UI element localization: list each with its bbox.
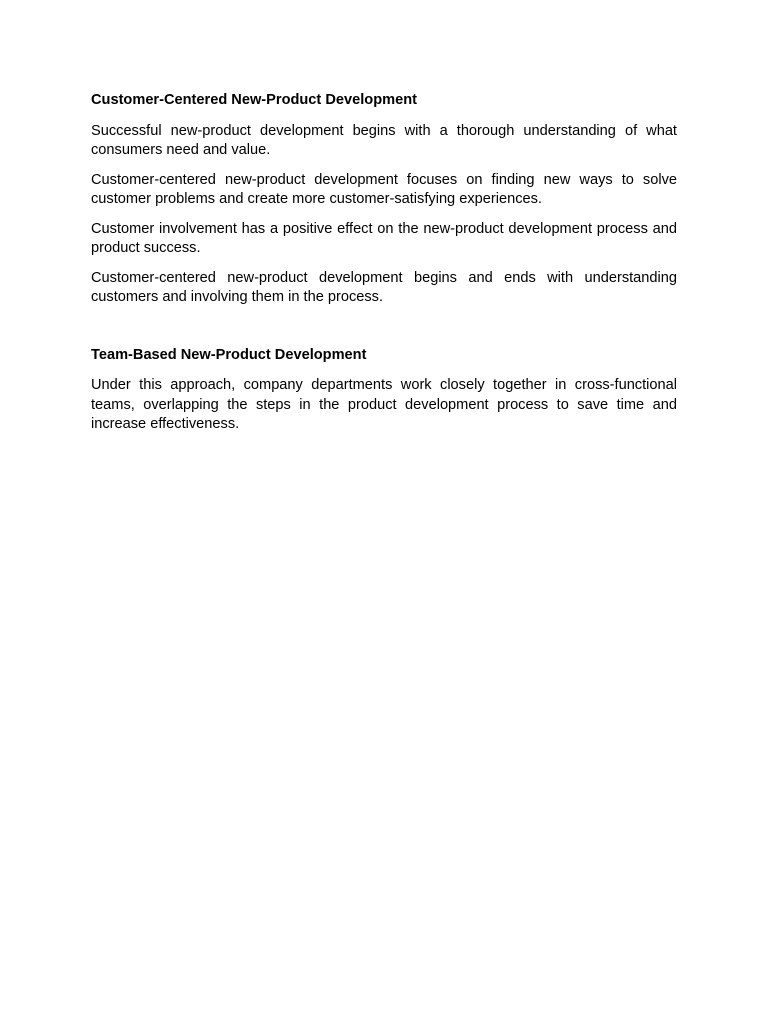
document-page (91, 91, 677, 445)
paragraph: Customer involvement has a positive effect on the new-product development process and product success. (91, 220, 677, 256)
section-team-based (91, 346, 677, 435)
section-heading: Customer-Centered New-Product Development (91, 92, 417, 108)
paragraph: Customer-centered new-product development focuses on finding new ways to solve customer problems and create more customer-satisfying experiences. (91, 171, 677, 207)
section-customer-centered (91, 91, 677, 308)
paragraph: Successful new-product development begins with a thorough understanding of what consumers need and value. (91, 122, 677, 158)
section-heading: Team-Based New-Product Development (91, 346, 367, 363)
paragraph: Under this approach, company departments work closely together in cross-functional teams, overlapping the steps in the product development process to save time and increase effectiveness. (91, 377, 677, 432)
paragraph: Customer-centered new-product development begins and ends with understanding customers and involving them in the process. (91, 269, 677, 305)
